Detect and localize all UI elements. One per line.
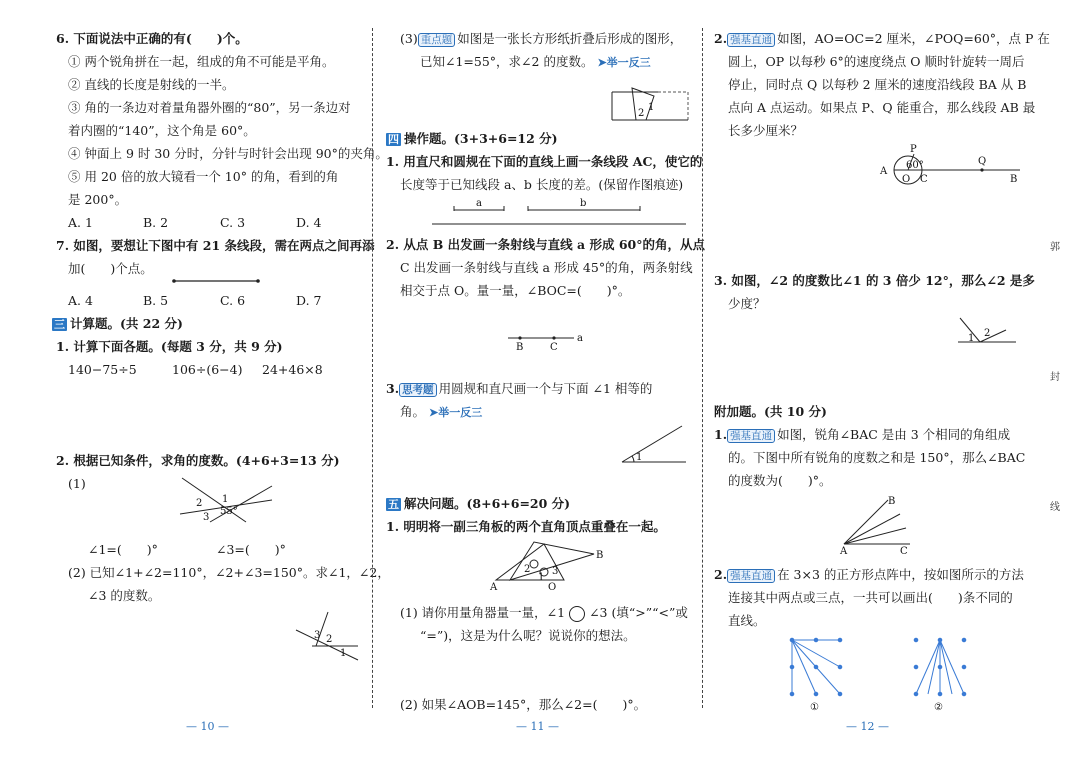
q6-option: A. 1: [68, 215, 93, 230]
point-label: O: [902, 174, 911, 185]
angle-label: 55°: [220, 506, 238, 517]
binding-mark: 郭: [1050, 242, 1060, 253]
q7-option: D. 7: [296, 293, 322, 308]
angles-1-2-figure: [958, 316, 1018, 346]
page-number: — 10 —: [186, 720, 229, 733]
dot-lattice-figures: [788, 634, 1018, 714]
angle-label: 1: [222, 494, 229, 505]
bonus-section-title: 附加题。(共 10 分): [714, 404, 827, 419]
angle-label: 3: [314, 630, 321, 641]
f1-line: 的度数为( )°。: [728, 473, 832, 488]
point-label: A: [880, 166, 888, 177]
q2-line: 停止，同时点 Q 以每秒 2 厘米的速度沿线段 BA 从 B: [728, 77, 1027, 92]
f2-text: 在 3×3 的正方形点阵中，按如图所示的方法: [777, 567, 1024, 582]
q7-line2: 加( )个点。: [68, 261, 153, 276]
answer-angle-1: ∠1=( )°: [88, 542, 158, 557]
f1-num: 1.: [714, 427, 728, 442]
q2-line: 长多少厘米？: [728, 123, 804, 138]
angle-label: 2: [984, 328, 991, 339]
line-a-figure: [508, 330, 588, 354]
o3-text: 角。: [400, 404, 426, 419]
angle-figure-2: [294, 610, 360, 662]
o2-line2: C 出发画一条射线与直线 a 形成 45°的角，两条射线: [400, 260, 693, 275]
angle-bac-figure: [838, 494, 918, 556]
section-title: 解决问题。(8+6+6=20 分): [404, 496, 571, 511]
angle-label: 2: [638, 108, 645, 119]
triangle-rulers-figure: [490, 538, 604, 593]
more-examples-link[interactable]: ➤举一反三: [597, 56, 651, 69]
f2-line: 直线。: [728, 613, 766, 628]
point-label: C: [550, 342, 558, 353]
q6-item: ④ 钟面上 9 时 30 分时，分针与时针会出现 90°的夹角。: [68, 146, 388, 161]
q6-item: ⑤ 用 20 倍的放大镜看一个 10° 的角，看到的角: [68, 169, 339, 184]
o3-text: 用圆规和直尺画一个与下面 ∠1 相等的: [438, 381, 653, 396]
calc-2-sub1: (1): [68, 476, 86, 491]
calc-1-title: 1. 计算下面各题。(每题 3 分，共 9 分): [56, 339, 283, 354]
angle-label: 60°: [906, 160, 924, 171]
o2-line1: 2. 从点 B 出发画一条射线与直线 a 形成 60°的角，从点: [386, 237, 705, 252]
q7-option: C. 6: [220, 293, 246, 308]
angle-label: 1: [648, 102, 655, 113]
figure-label: ②: [934, 702, 943, 713]
o2-line3: 相交于点 O。量一量，∠BOC=( )°。: [400, 283, 631, 298]
q6-option: D. 4: [296, 215, 322, 230]
section-4-header: [386, 130, 558, 147]
q3-line2: [420, 53, 651, 71]
q3-text: 已知∠1=55°，求∠2 的度数。: [420, 54, 594, 69]
o1-line2: 长度等于已知线段 a、b 长度的差。(保留作图痕迹): [400, 177, 684, 192]
binding-mark: 线: [1050, 502, 1060, 513]
r1-sub2: (2) 如果∠AOB=145°，那么∠2=( )°。: [400, 697, 647, 712]
q6-item: 着内圈的“140”，这个角是 60°。: [68, 123, 256, 138]
angle-label: 2: [196, 498, 203, 509]
segment-figure: [172, 276, 262, 286]
point-label: Q: [978, 156, 987, 167]
q6-item: 是 200°。: [68, 192, 128, 207]
calc-expr: 24+46×8: [262, 362, 323, 377]
page-12: [702, 0, 1080, 763]
point-label: B: [888, 496, 896, 507]
figure-label: ①: [810, 702, 819, 713]
circle-segment-figure: [872, 142, 1022, 186]
q6-option: B. 2: [143, 215, 169, 230]
r1-text: ∠3 (填“>”“<”或: [589, 605, 688, 620]
section-title: 操作题。(3+3+6=12 分): [404, 131, 558, 146]
q6-item: ③ 角的一条边对着量角器外圈的“80”，另一条边对: [68, 100, 351, 115]
angle-label: 1: [340, 648, 347, 659]
angle-label: 1: [538, 572, 545, 583]
tag-key-question: 重点题: [418, 33, 456, 47]
angle-label: 3: [552, 566, 559, 577]
compare-circle-blank[interactable]: [569, 606, 585, 622]
point-label: A: [840, 546, 848, 557]
page-number: — 11 —: [516, 720, 559, 733]
section-number: 五: [388, 498, 399, 511]
q7-line1: 7. 如图，要想让下图中有 21 条线段，需在两点之间再添: [56, 238, 375, 253]
calc-2-sub2-line2: ∠3 的度数。: [88, 588, 161, 603]
page-10: [0, 0, 390, 763]
f1-text: 如图，锐角∠BAC 是由 3 个相同的角组成: [777, 427, 1011, 442]
q7-option: B. 5: [143, 293, 169, 308]
section-3-header: [52, 315, 183, 332]
tag-think-question: 思考题: [399, 383, 437, 397]
o3-line1: [386, 380, 652, 397]
calc-expr: 140−75÷5: [68, 362, 137, 377]
q3-line1: [714, 272, 1035, 289]
point-label: A: [490, 582, 498, 593]
point-label: P: [910, 144, 917, 155]
q3-text: 如图是一张长方形纸折叠后形成的图形，: [457, 31, 683, 46]
section-number: 四: [388, 133, 399, 146]
angle-label: 1: [968, 333, 975, 344]
q3-line1: [400, 30, 682, 47]
page-number: — 12 —: [846, 720, 889, 733]
q7-option: A. 4: [68, 293, 93, 308]
section-title: 计算题。(共 22 分): [70, 316, 183, 331]
binding-mark: 封: [1050, 372, 1060, 383]
q6-item: ① 两个锐角拼在一起，组成的角不可能是平角。: [68, 54, 335, 69]
q3-text: 3. 如图，∠2 的度数比∠1 的 3 倍少 12°，那么∠2 是多: [714, 273, 1035, 288]
q2-line: 圆上，OP 以每秒 6°的速度绕点 O 顺时针旋转一周后: [728, 54, 1025, 69]
o1-line1: 1. 用直尺和圆规在下面的直线上画一条线段 AC，使它的: [386, 154, 703, 169]
f1-line1: [714, 426, 1010, 443]
q3-line2: 少度？: [728, 296, 766, 311]
point-label: O: [548, 582, 557, 593]
angle-label: 3: [203, 512, 210, 523]
q2-text: 如图，AO=OC=2 厘米，∠POQ=60°，点 P 在: [777, 31, 1050, 46]
point-label: B: [516, 342, 524, 353]
page-11: [372, 0, 705, 763]
q2-num: 2.: [714, 31, 728, 46]
point-label: C: [920, 174, 928, 185]
folded-paper-figure: [610, 86, 690, 122]
o3-line2: [400, 403, 482, 421]
r1-text: (1) 请你用量角器量一量，∠1: [400, 605, 566, 620]
more-examples-link[interactable]: ➤举一反三: [429, 406, 483, 419]
answer-angle-3: ∠3=( )°: [216, 542, 286, 557]
q6-item: ② 直线的长度是射线的一半。: [68, 77, 235, 92]
tag-strong-foundation: 强基直通: [727, 569, 775, 583]
q6-title: 6. 下面说法中正确的有( )个。: [56, 31, 248, 46]
point-label: B: [1010, 174, 1018, 185]
angle-figure-1: [176, 476, 276, 524]
section-5-header: [386, 495, 570, 512]
calc-2-title: 2. 根据已知条件，求角的度数。(4+6+3=13 分): [56, 453, 340, 468]
tag-strong-foundation: 强基直通: [727, 429, 775, 443]
calc-2-sub2-line1: (2) 已知∠1+∠2=110°，∠2+∠3=150°。求∠1，∠2，: [68, 565, 390, 580]
segment-label: a: [476, 198, 482, 209]
tag-strong-foundation: 强基直通: [727, 33, 775, 47]
angle-1-figure: [620, 424, 690, 464]
r1-title: 1. 明明将一副三角板的两个直角顶点重叠在一起。: [386, 519, 666, 534]
angle-label: 1: [636, 452, 643, 463]
q6-option: C. 3: [220, 215, 246, 230]
q2-line: 点向 A 点运动。如果点 P、Q 能重合，那么线段 AB 最: [728, 100, 1036, 115]
o3-num: 3.: [386, 381, 400, 396]
point-label: C: [900, 546, 908, 557]
segment-label: b: [580, 198, 587, 209]
f2-line: 连接其中两点或三点，一共可以画出( )条不同的: [728, 590, 1013, 605]
f1-line: 的。下图中所有锐角的度数之和是 150°，那么∠BAC: [728, 450, 1026, 465]
angle-label: 2: [326, 634, 333, 645]
line-label: a: [577, 333, 583, 344]
angle-label: 2: [524, 564, 531, 575]
q3-num: (3): [400, 31, 418, 46]
f2-num: 2.: [714, 567, 728, 582]
r1-sub1: [400, 604, 688, 622]
q2-line1: [714, 30, 1050, 47]
f2-line1: [714, 566, 1024, 583]
r1-sub1-line2: “=”)，这是为什么呢？说说你的想法。: [420, 628, 636, 643]
segments-ab-figure: [432, 198, 692, 228]
calc-expr: 106÷(6−4): [172, 362, 243, 377]
point-label: B: [596, 550, 604, 561]
section-number: 三: [54, 318, 65, 331]
